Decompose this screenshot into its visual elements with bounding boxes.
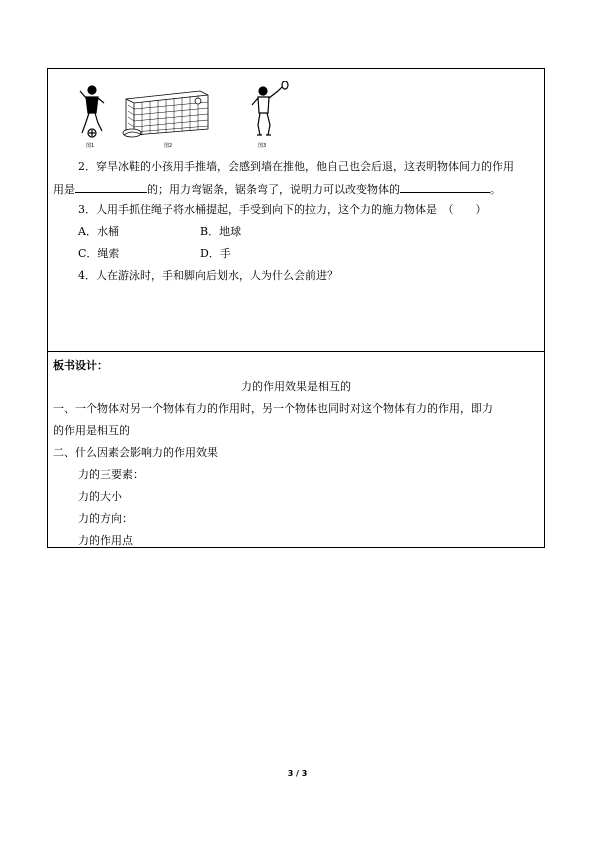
badminton-player-figure — [252, 81, 288, 135]
question-4-stem: 4．人在游泳时，手和脚向后划水，人为什么会前进？ — [78, 269, 338, 282]
soccer-player-figure — [80, 86, 104, 137]
question-3-stem: 3．人用手抓住绳子将水桶提起，手受到向下的拉力，这个力的施力物体是 （ ） — [78, 203, 487, 216]
question-2-line-1: 2．穿旱冰鞋的小孩用手推墙，会感到墙在推他，他自己也会后退，这表明物体间力的作用 — [78, 160, 514, 173]
board-item-three-elements: 力的三要素： — [78, 468, 144, 481]
board-point-1-line-1: 一、一个物体对另一个物体有力的作用时，另一个物体也同时对这个物体有力的作用，即力 — [53, 402, 493, 415]
section-divider — [48, 351, 544, 352]
question-2-text-a: 用是 — [53, 183, 75, 196]
question-3-option-c[interactable]: C．绳索 — [78, 247, 120, 260]
page-number: 3 / 3 — [287, 769, 308, 778]
answer-blank-1[interactable] — [75, 181, 147, 193]
question-2-text-b: 的；用力弯锯条，锯条弯了，说明力可以改变物体的 — [147, 183, 400, 196]
figure-caption-2: 图2 — [164, 143, 173, 149]
question-3-option-d[interactable]: D．手 — [200, 247, 231, 260]
board-title: 力的作用效果是相互的 — [241, 380, 351, 393]
answer-blank-2[interactable] — [400, 181, 490, 193]
question-2-text-c: 。 — [490, 183, 501, 196]
board-item-direction: 力的方向： — [78, 512, 133, 525]
board-item-magnitude: 力的大小 — [78, 490, 122, 503]
figure-caption-3: 图3 — [258, 143, 267, 149]
board-point-1-line-2: 的作用是相互的 — [53, 424, 130, 437]
board-item-point-of-application: 力的作用点 — [78, 534, 133, 547]
question-2-line-2 — [53, 181, 501, 197]
board-heading: 板书设计： — [53, 359, 108, 372]
illustration-strip — [78, 81, 298, 151]
question-3-option-a[interactable]: A．水桶 — [78, 225, 119, 238]
goal-net-figure — [123, 91, 208, 137]
question-3-option-b[interactable]: B．地球 — [200, 225, 242, 238]
content-frame — [47, 68, 545, 548]
board-point-2: 二、什么因素会影响力的作用效果 — [53, 446, 218, 459]
figure-caption-1: 图1 — [86, 143, 95, 149]
